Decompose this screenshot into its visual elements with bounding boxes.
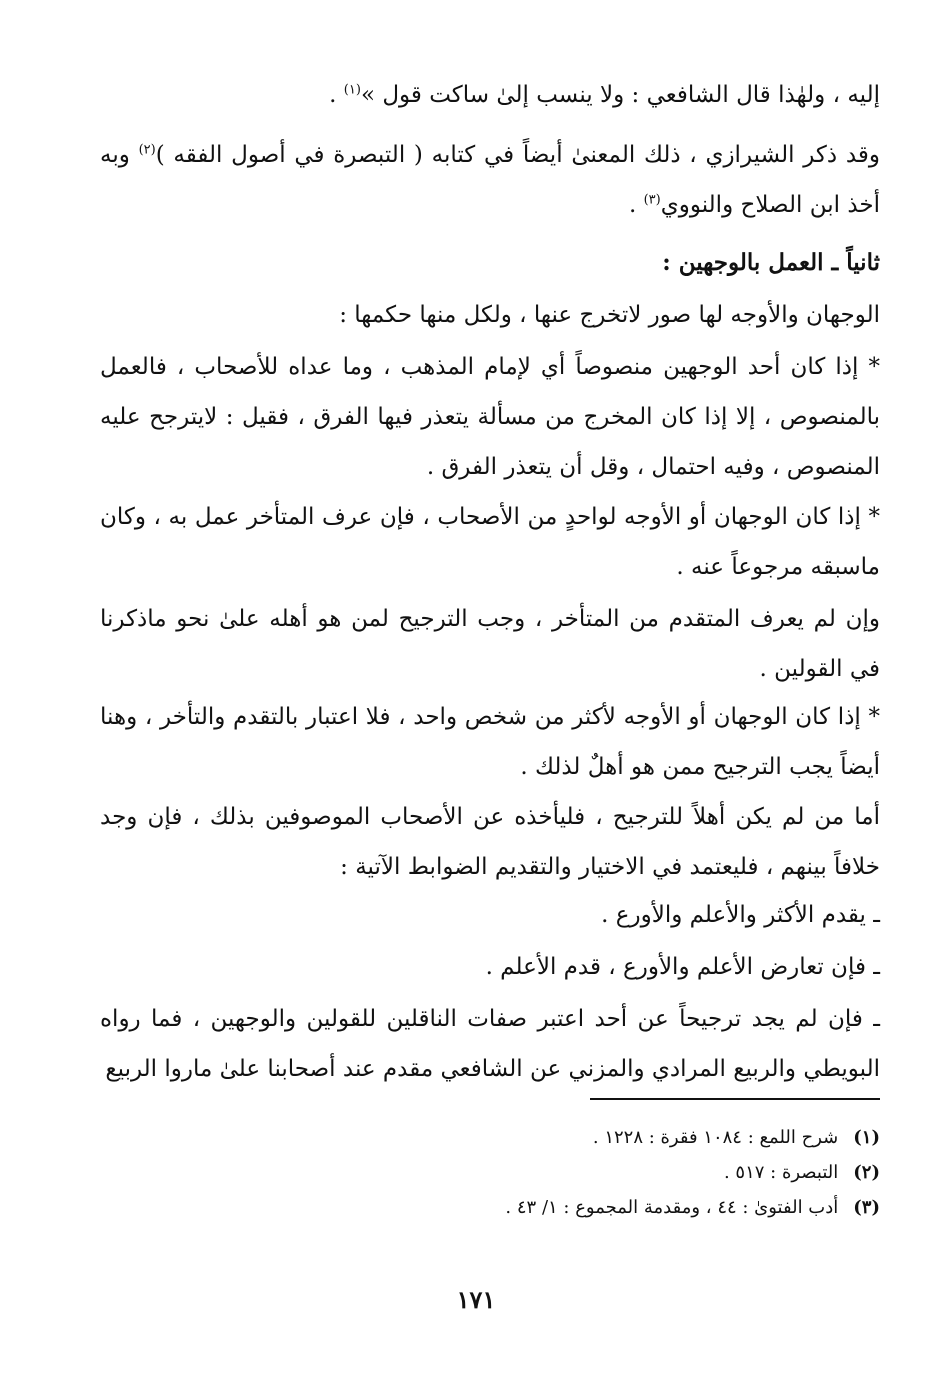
paragraph-text: وإن لم يعرف المتقدم من المتأخر ، وجب الترجيح لمن هو أهله علىٰ نحو ماذكرنا في القولين . [100, 606, 880, 682]
paragraph-1 [100, 70, 880, 120]
footnote-2 [300, 1155, 880, 1190]
paragraph-text: * إذا كان أحد الوجهين منصوصاً أي لإمام المذهب ، وما عداه للأصحاب ، فالعمل بالمنصوص ، إلا إذا كان المخرج من مسألة يتعذر فيها الفرق ، فقيل : لايترجح عليه المنصوص ، وفيه احتمال ، وقل أن يتعذر الفرق . [100, 354, 880, 480]
footnote-separator [590, 1098, 880, 1100]
footnote-text: التبصرة : ٥١٧ . [723, 1162, 839, 1183]
paragraph-tail-2: . [628, 192, 644, 218]
footnote-number: (٢) [853, 1162, 880, 1183]
footnote-ref-3: (٣) [643, 192, 661, 208]
list-item-text: ـ فإن لم يجد ترجيحاً عن أحد اعتبر صفات الناقلين للقولين والوجهين ، فما رواه البويطي والربيع المرادي والمزني عن الشافعي مقدم عند أصحابنا علىٰ ماروا الربيع [100, 1006, 880, 1082]
paragraph-7 [100, 594, 880, 694]
section-heading-text: ثانياً ـ العمل بالوجهين : [662, 249, 880, 276]
paragraph-8 [100, 692, 880, 792]
paragraph-tail: وبه أخذ ابن الصلاح والنووي [100, 142, 880, 218]
footnote-text: شرح اللمع : ١٠٨٤ فقرة : ١٢٢٨ . [592, 1127, 839, 1148]
list-item-3 [100, 994, 880, 1094]
paragraph-6 [100, 492, 880, 592]
list-item-1 [100, 890, 880, 940]
list-item-text: ـ فإن تعارض الأعلم والأورع ، قدم الأعلم . [485, 954, 880, 980]
paragraph-text: * إذا كان الوجهان أو الأوجه لواحدٍ من الأصحاب ، فإن عرف المتأخر عمل به ، وكان ماسبقه مرجوعاً عنه . [100, 504, 880, 580]
footnote-number: (٣) [853, 1197, 880, 1218]
paragraph-text: * إذا كان الوجهان أو الأوجه لأكثر من شخص واحد ، فلا اعتبار بالتقدم والتأخر ، وهنا أيضاً يجب الترجيح ممن هو أهلٌ لذلك . [100, 704, 880, 780]
footnote-ref-2: (٢) [138, 142, 156, 158]
paragraph-text: إليه ، ولهٰذا قال الشافعي : ولا ينسب إلىٰ ساكت قول » [360, 82, 880, 108]
paragraph-text: وقد ذكر الشيرازي ، ذلك المعنىٰ أيضاً في كتابه ( التبصرة في أصول الفقه ) [155, 142, 880, 168]
paragraph-9 [100, 792, 880, 892]
list-item-2 [100, 942, 880, 992]
paragraph-5 [100, 342, 880, 492]
footnote-text: أدب الفتوىٰ : ٤٤ ، ومقدمة المجموع : ١/ ٤٣ . [505, 1197, 839, 1218]
page-number: ١٧١ [456, 1285, 496, 1314]
paragraph-4 [100, 290, 880, 340]
list-item-text: ـ يقدم الأكثر والأعلم والأورع . [601, 902, 880, 928]
footnote-number: (١) [853, 1127, 880, 1148]
footnote-3 [300, 1190, 880, 1225]
footnote-1 [300, 1120, 880, 1155]
footnote-ref-1: (١) [343, 82, 361, 98]
section-heading [100, 238, 880, 288]
paragraph-2 [100, 130, 880, 230]
footnotes [300, 1120, 880, 1225]
paragraph-text: أما من لم يكن أهلاً للترجيح ، فليأخذه عن الأصحاب الموصوفين بذلك ، فإن وجد خلافاً بينهم ، فليعتمد في الاختيار والتقديم الضوابط الآتية : [100, 804, 880, 880]
paragraph-text: الوجهان والأوجه لها صور لاتخرج عنها ، ولكل منها حكمها : [339, 302, 880, 328]
paragraph-tail: . [329, 82, 344, 108]
